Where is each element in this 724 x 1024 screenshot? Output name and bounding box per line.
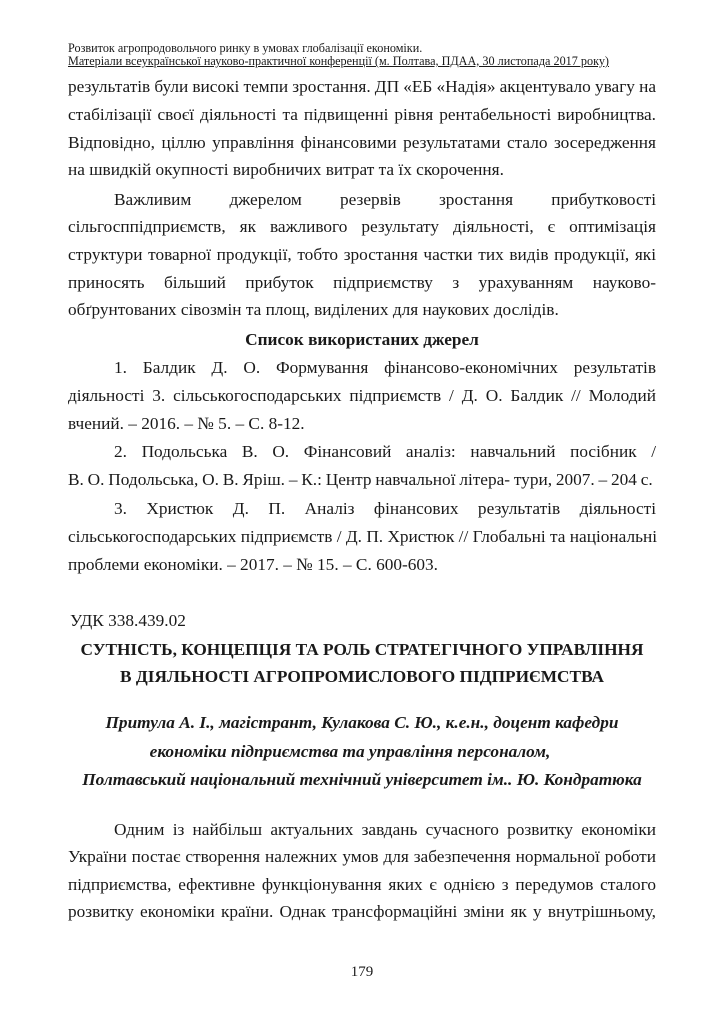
reference-item: діяльності 3. сільськогосподарських підприємств / Д. О. Балдик // Молодий xyxy=(68,386,656,405)
running-header-conference: Матеріали всеукраїнської науково-практичної конференції (м. Полтава, ПДАА, 30 листопада 2017 року) xyxy=(68,54,609,68)
text-line: Відповідно, ціллю управління фінансовими результатами стало зосередження xyxy=(68,133,656,152)
page-number: 179 xyxy=(350,964,374,980)
reference-item: проблеми економіки. – 2017. – № 15. – С. 600-603. xyxy=(68,555,439,574)
text-line: сільгосппідприємств, як важливого результату діяльності, є оптимізація xyxy=(68,217,656,236)
reference-item: сільськогосподарських підприємств / Д. П. Христюк // Глобальні та національні xyxy=(68,527,658,546)
references-heading: Список використаних джерел xyxy=(245,330,479,349)
authors-university: Полтавський національний технічний університет ім.. Ю. Кондратюка xyxy=(82,770,642,789)
article-title-line: СУТНІСТЬ, КОНЦЕПЦІЯ ТА РОЛЬ СТРАТЕГІЧНОГО УПРАВЛІННЯ xyxy=(80,640,644,659)
text-line: приносять більший прибуток підприємству з урахуванням науково- xyxy=(68,273,656,292)
text-line: на швидкій окупності виробничих витрат та їх скорочення. xyxy=(68,160,504,179)
text-line: розвитку економіки країни. Однак трансформаційні зміни як у внутрішньому, xyxy=(68,902,656,921)
authors-affiliation: економіки підприємства та управління персоналом, xyxy=(149,742,551,761)
reference-item: 3. Христюк Д. П. Аналіз фінансових результатів діяльності xyxy=(114,499,656,518)
authors-line: Притула А. І., магістрант, Кулакова С. Ю., к.е.н., доцент кафедри xyxy=(105,713,619,732)
reference-item: 2. Подольська В. О. Фінансовий аналіз: навчальний посібник / xyxy=(114,442,656,461)
article-title-line: В ДІЯЛЬНОСТІ АГРОПРОМИСЛОВОГО ПІДПРИЄМСТВА xyxy=(120,667,604,686)
text-line: обґрунтованих сівозмін та площ, виділених для наукових дослідів. xyxy=(68,300,559,319)
text-line: підприємства, ефективне функціонування яких є однією з передумов сталого xyxy=(68,875,656,894)
text-line: України постає створення належних умов для забезпечення нормальної роботи xyxy=(68,847,656,866)
text-line: Одним із найбільш актуальних завдань сучасного розвитку економіки xyxy=(114,820,656,839)
reference-item: В. О. Подольська, О. В. Яріш. – К.: Центр навчальної літера- тури, 2007. – 204 с. xyxy=(68,470,653,489)
running-header-title: Розвиток агропродовольчого ринку в умовах глобалізації економіки. xyxy=(68,41,423,55)
text-line: структури товарної продукції, тобто зростання частки тих видів продукції, які xyxy=(68,245,656,264)
text-line: стабілізації своєї діяльності та підвищенні рівня рентабельності виробництва. xyxy=(68,105,656,124)
text-line: Важливим джерелом резервів зростання прибутковості xyxy=(114,190,656,209)
reference-item: вчений. – 2016. – № 5. – С. 8-12. xyxy=(68,414,305,433)
reference-item: 1. Балдик Д. О. Формування фінансово-економічних результатів xyxy=(114,358,656,377)
text-line: результатів були високі темпи зростання. ДП «ЕБ «Надія» акцентувало увагу на xyxy=(68,77,656,96)
udc-code: УДК 338.439.02 xyxy=(70,611,186,630)
